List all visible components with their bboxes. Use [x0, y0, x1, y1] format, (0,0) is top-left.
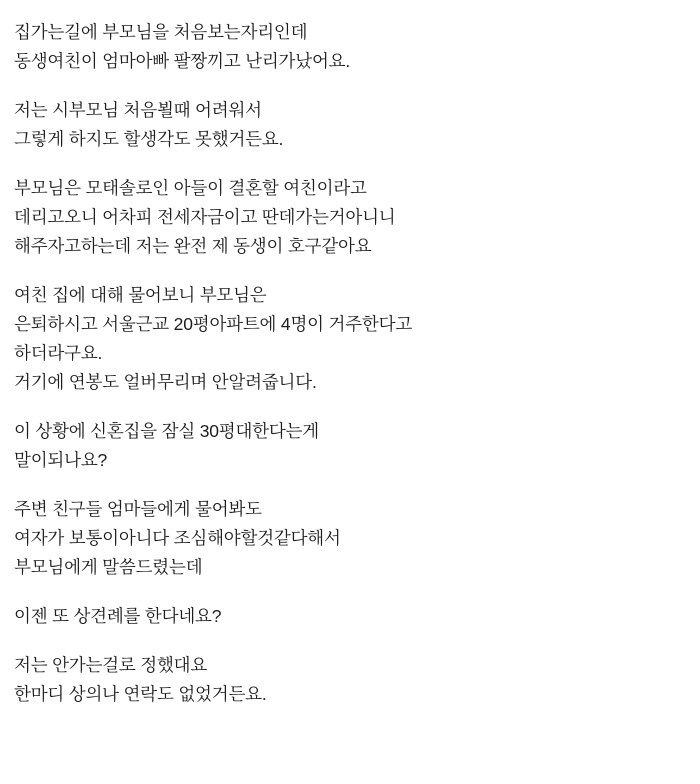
post-body — [14, 18, 686, 709]
text-line: 여친 집에 대해 물어보니 부모님은 — [14, 285, 267, 305]
text-line: 거기에 연봉도 얼버무리며 안알려줍니다. — [14, 372, 317, 392]
text-line: 저는 안가는걸로 정했대요 — [14, 655, 208, 675]
text-line: 동생여친이 엄마아빠 팔짱끼고 난리가났어요. — [14, 51, 351, 71]
text-line: 데리고오니 어차피 전세자금이고 딴데가는거아니니 — [14, 207, 396, 227]
text-line: 이젠 또 상견례를 한다네요? — [14, 606, 222, 626]
paragraph — [14, 18, 686, 76]
text-line: 하더라구요. — [14, 343, 103, 363]
paragraph — [14, 281, 686, 397]
text-line: 부모님은 모태솔로인 아들이 결혼할 여친이라고 — [14, 178, 367, 198]
text-line: 한마디 상의나 연락도 없었거든요. — [14, 684, 267, 704]
text-line: 말이되나요? — [14, 450, 108, 470]
paragraph — [14, 651, 686, 709]
text-line: 집가는길에 부모님을 처음보는자리인데 — [14, 22, 308, 42]
text-line: 그렇게 하지도 할생각도 못했거든요. — [14, 129, 284, 149]
text-line: 주변 친구들 엄마들에게 물어봐도 — [14, 499, 262, 519]
text-line: 부모님에게 말씀드렸는데 — [14, 557, 203, 577]
paragraph — [14, 495, 686, 582]
text-line: 이 상황에 신혼집을 잠실 30평대한다는게 — [14, 421, 319, 441]
text-line: 해주자고하는데 저는 완전 제 동생이 호구같아요 — [14, 236, 372, 256]
text-line: 저는 시부모님 처음뵐때 어려워서 — [14, 100, 262, 120]
paragraph — [14, 174, 686, 261]
text-line: 여자가 보통이아니다 조심해야할것같다해서 — [14, 528, 341, 548]
paragraph — [14, 602, 686, 631]
paragraph — [14, 96, 686, 154]
text-line: 은퇴하시고 서울근교 20평아파트에 4명이 거주한다고 — [14, 314, 413, 334]
paragraph — [14, 417, 686, 475]
